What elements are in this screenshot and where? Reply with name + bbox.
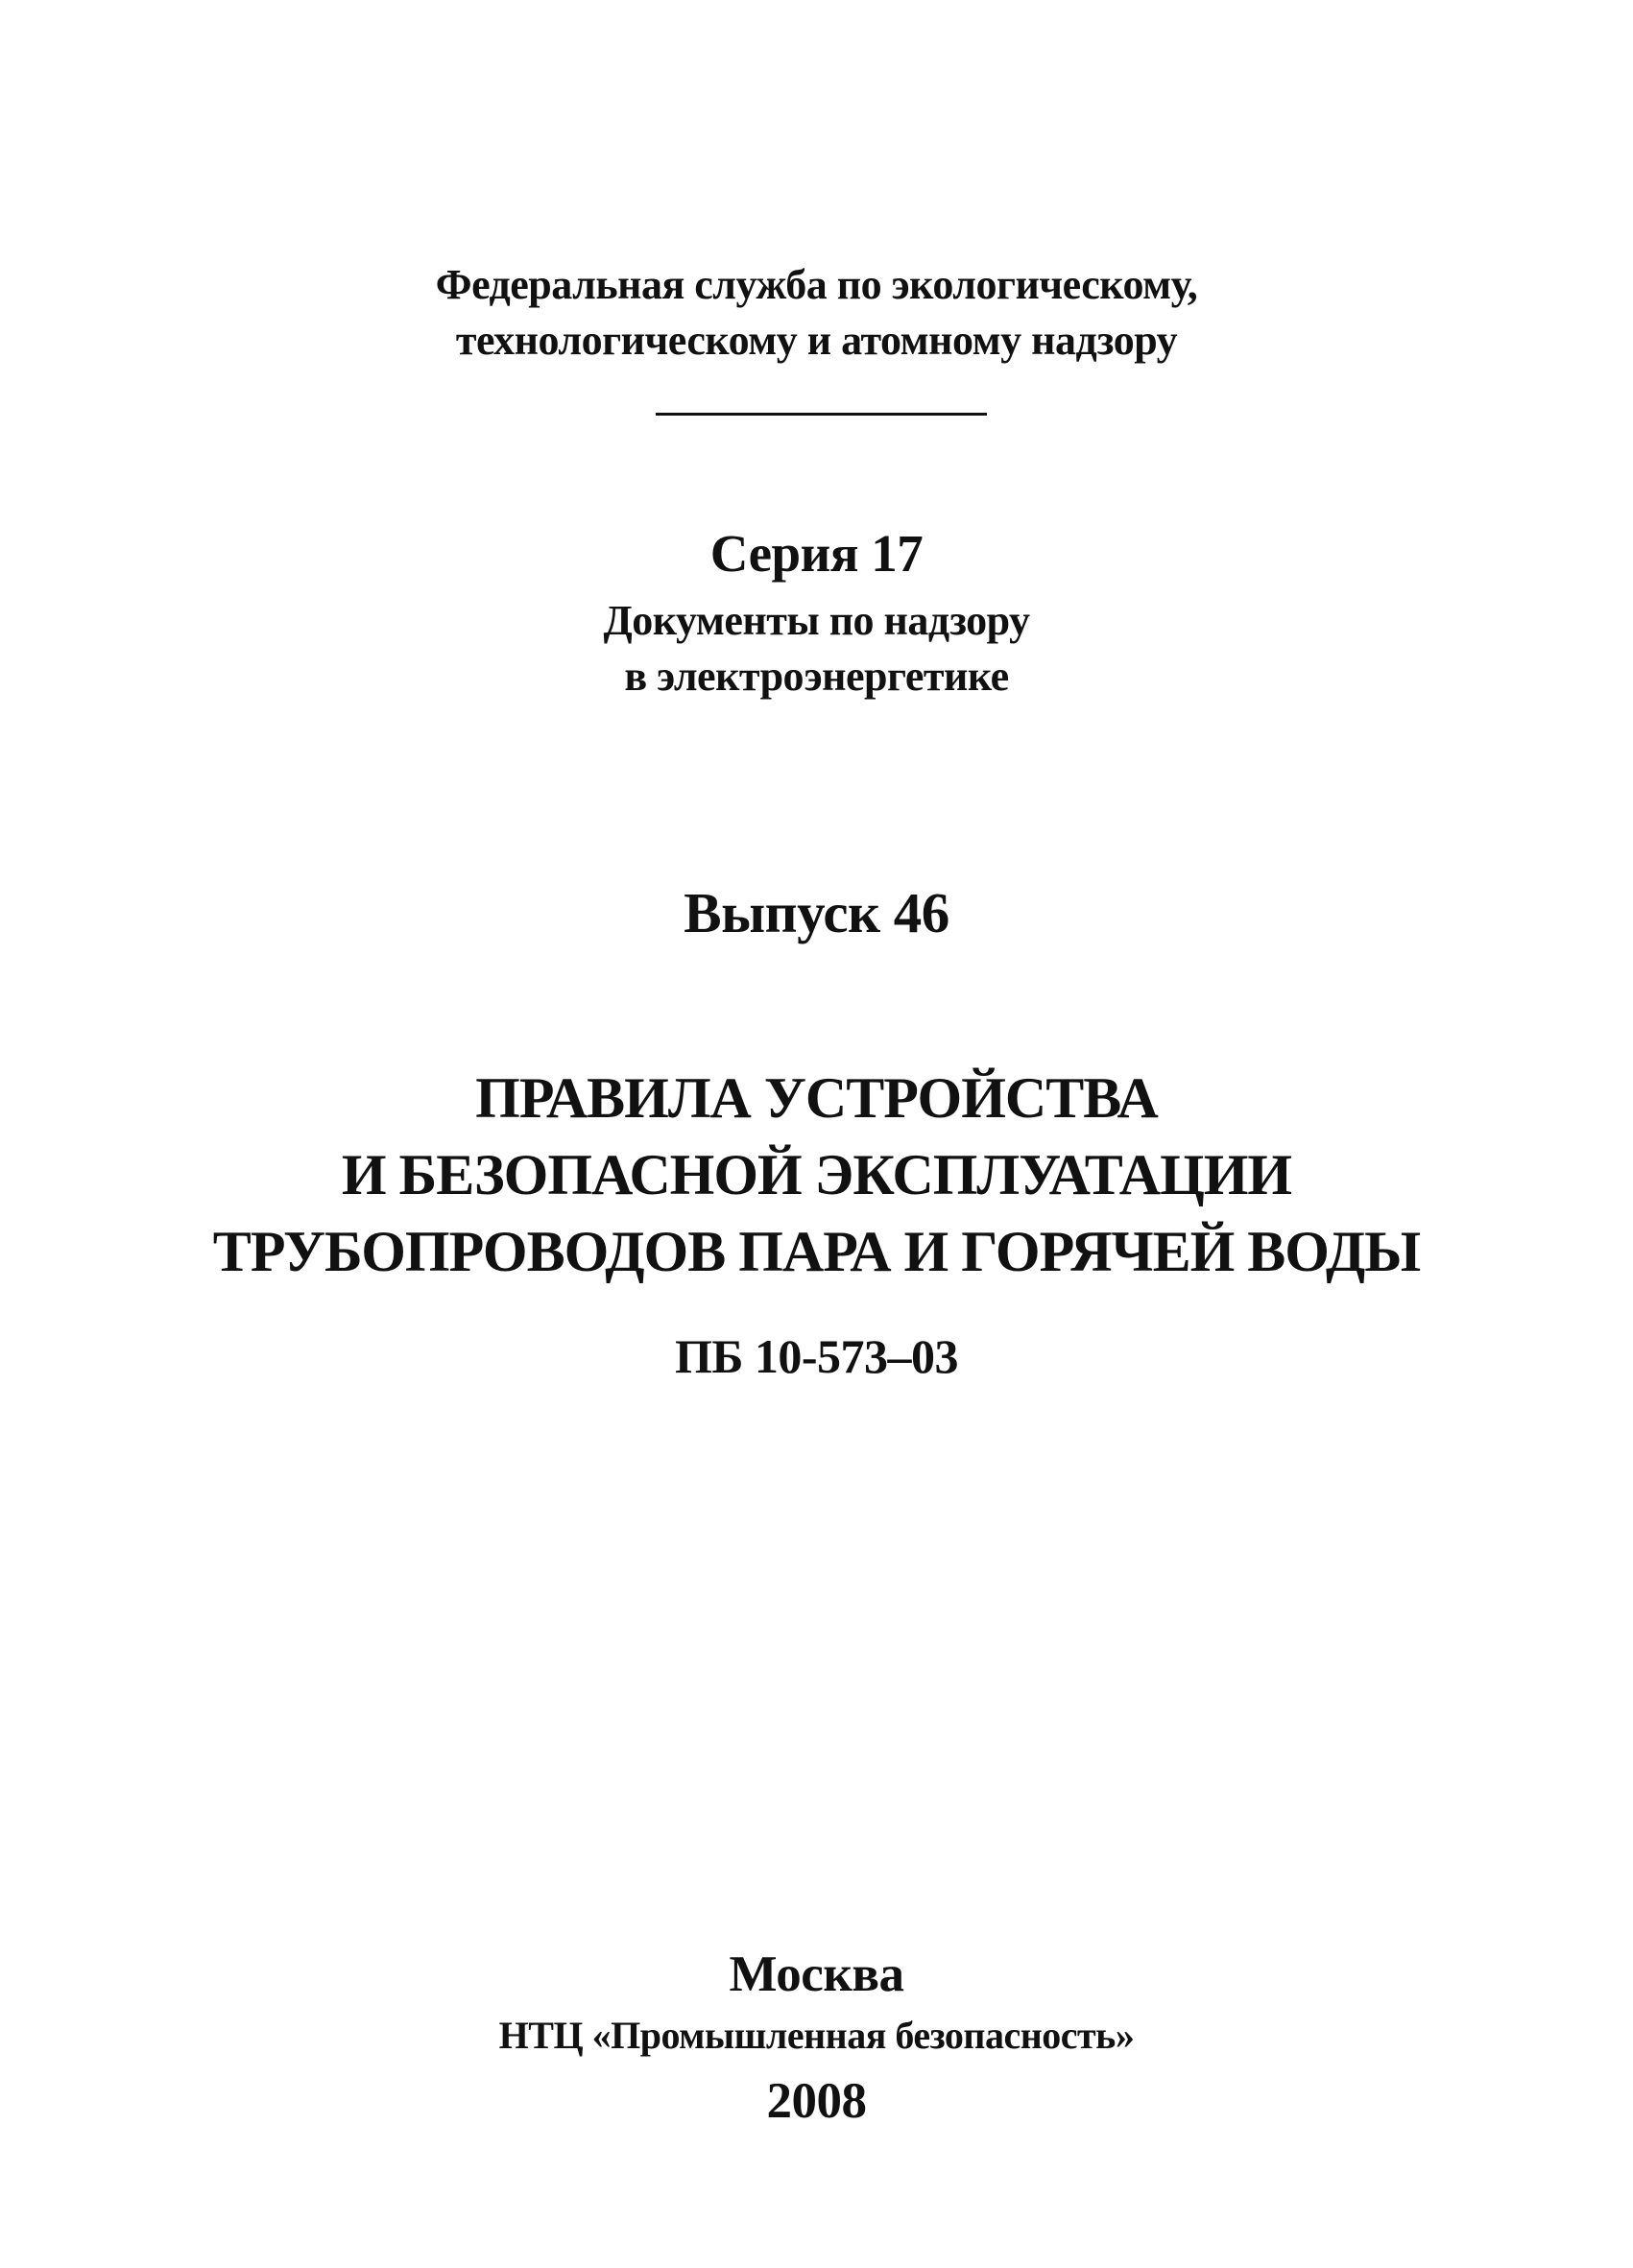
series-title: Серия 17 [709, 524, 924, 583]
document-title-line-1: ПРАВИЛА УСТРОЙСТВА [475, 1066, 1158, 1130]
document-code: ПБ 10-573–03 [674, 1329, 959, 1383]
document-title-line-2: И БЕЗОПАСНОЙ ЭКСПЛУАТАЦИИ [341, 1143, 1292, 1206]
agency-line-1: Федеральная служба по экологическому, [435, 261, 1198, 308]
issue-label: Выпуск 46 [684, 881, 949, 944]
agency-name [0, 257, 1633, 369]
document-title [0, 1060, 1633, 1290]
series-description-line-1: Документы по надзору [603, 597, 1030, 644]
document-title-line-3: ТРУБОПРОВОДОВ ПАРА И ГОРЯЧЕЙ ВОДЫ [212, 1220, 1421, 1283]
publication-city: Москва [729, 1946, 904, 2002]
series-description [0, 593, 1633, 704]
agency-line-2: технологическому и атомному надзору [455, 317, 1178, 364]
publisher-name: НТЦ «Промышленная безопасность» [498, 2014, 1135, 2057]
publication-year: 2008 [766, 2073, 867, 2129]
series-description-line-2: в электроэнергетике [624, 653, 1009, 700]
header-divider [656, 413, 987, 416]
